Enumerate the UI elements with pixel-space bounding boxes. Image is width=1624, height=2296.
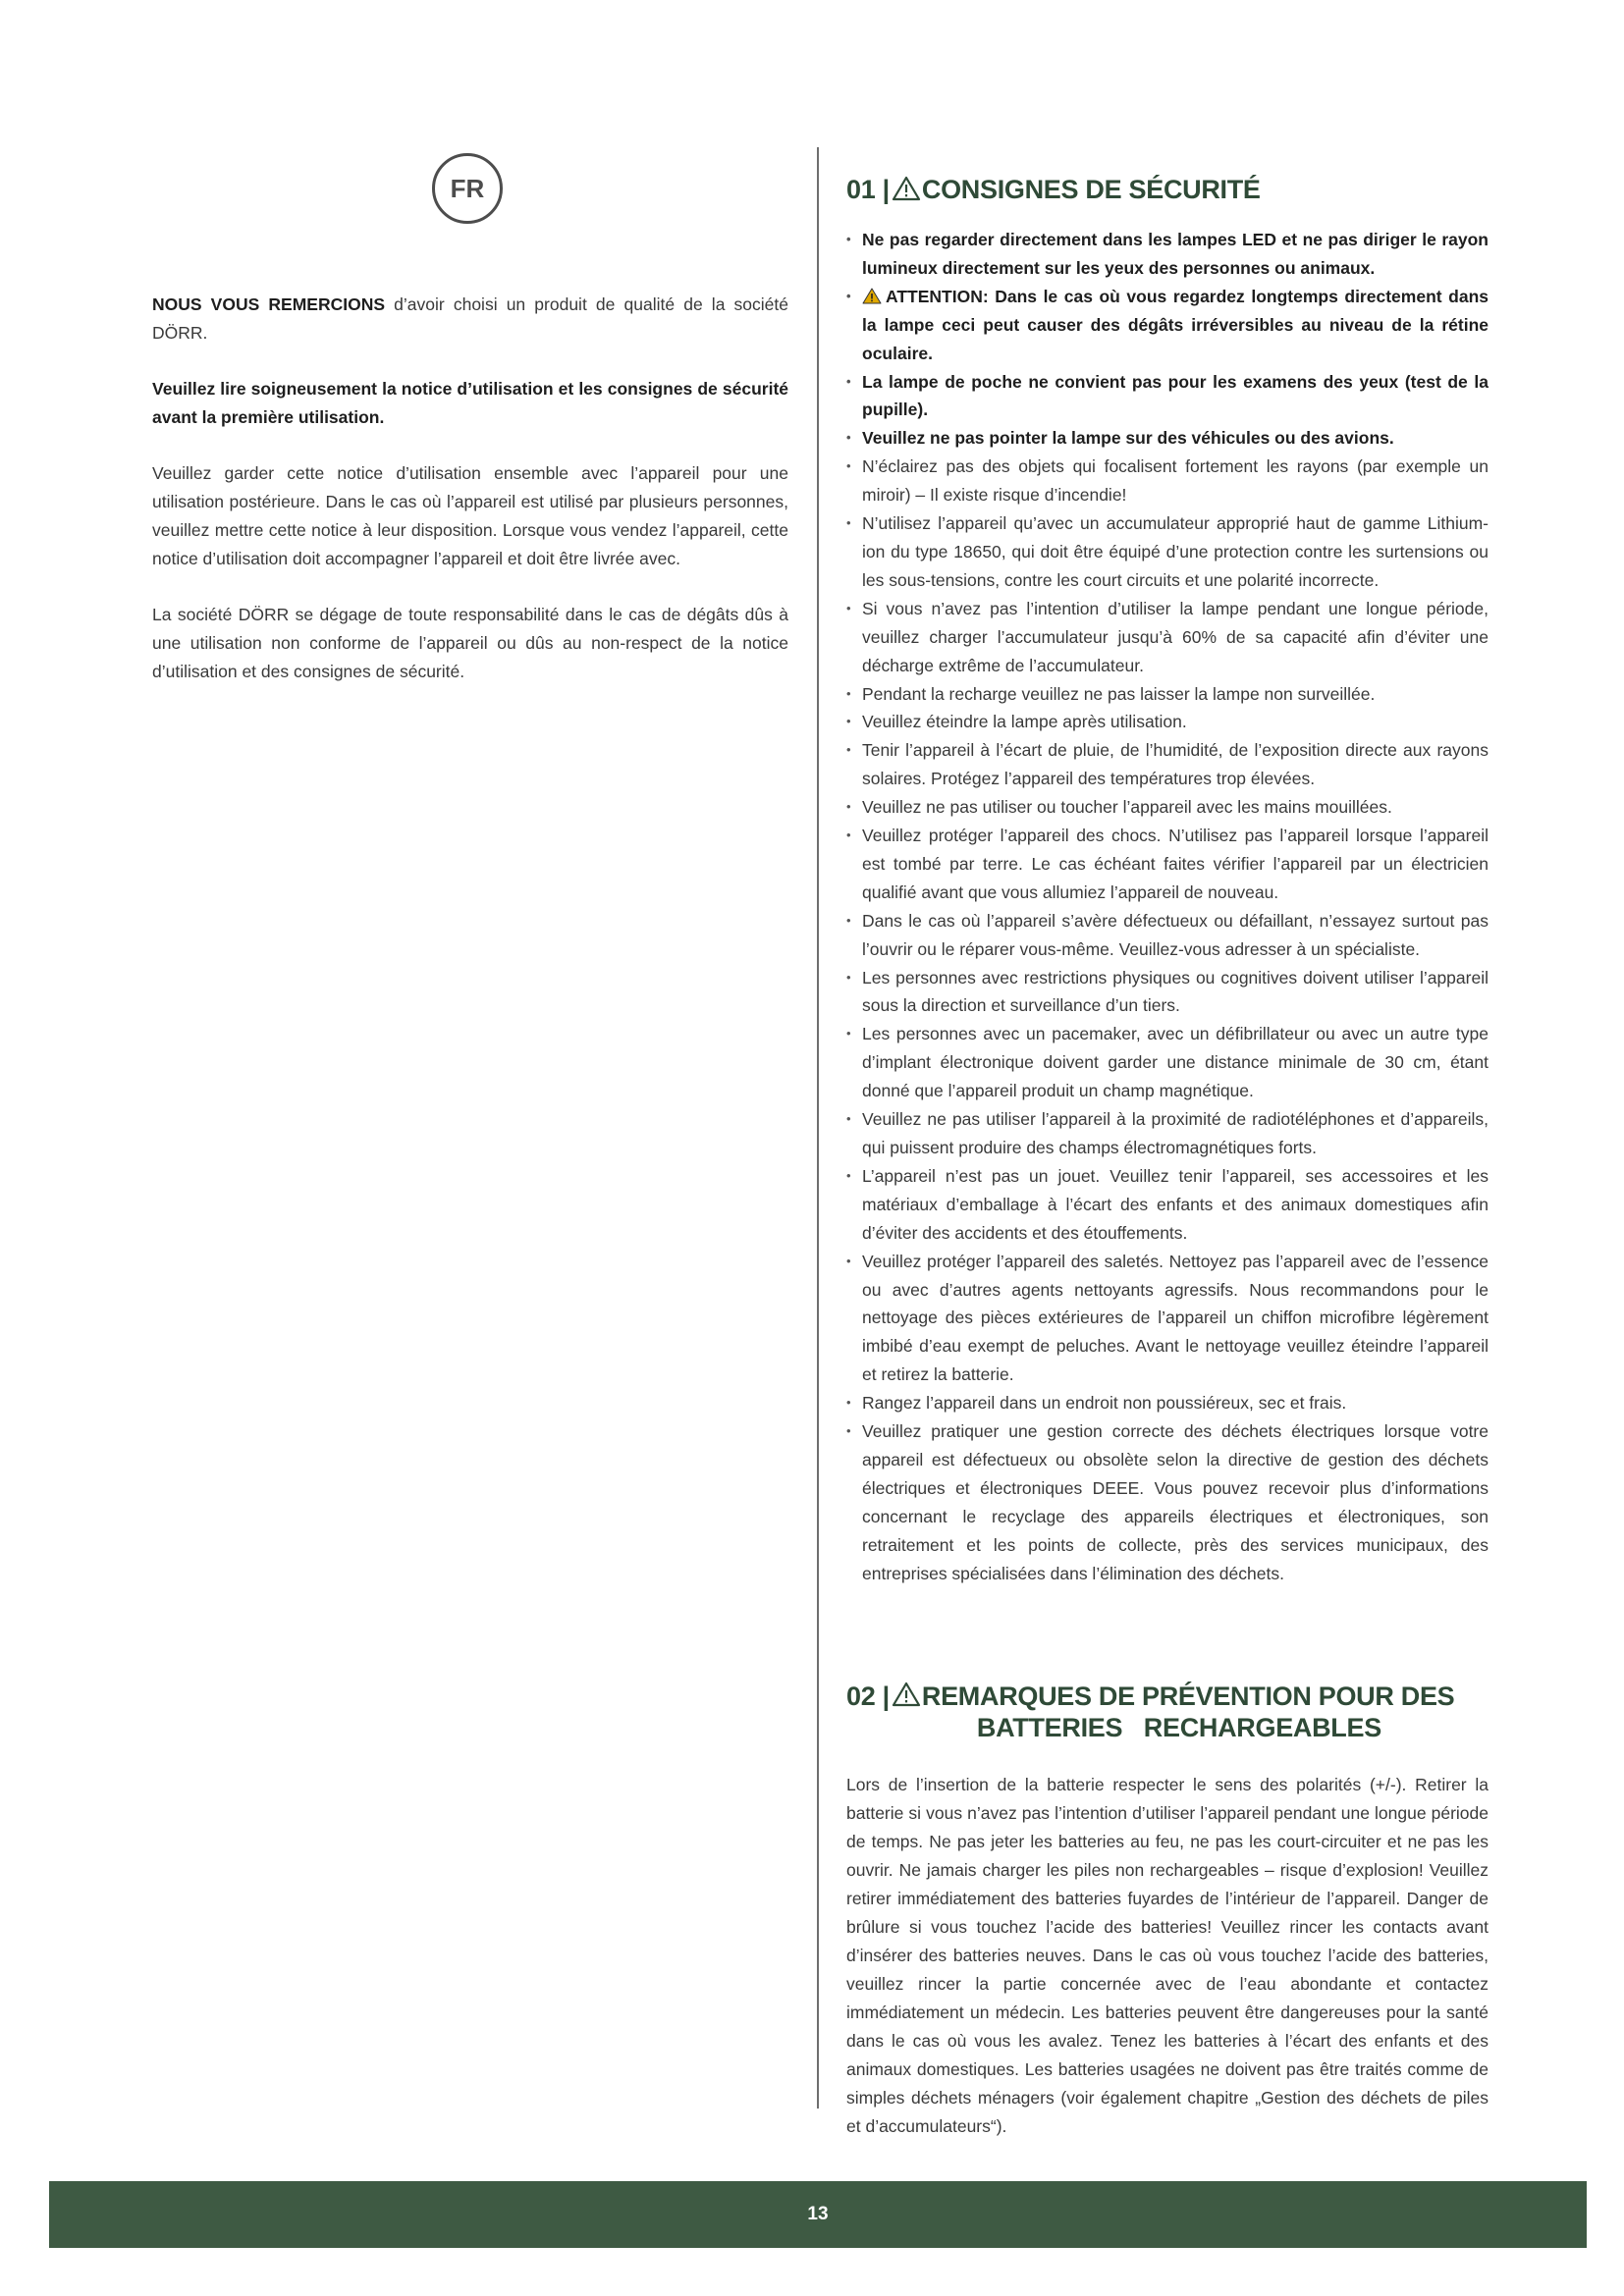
warning-triangle-outline-icon bbox=[892, 1681, 921, 1708]
safety-rule-item bbox=[846, 509, 1489, 595]
intro-thanks-rest: d’avoir choisi un produit de qualité de la société DÖRR. bbox=[152, 294, 789, 343]
safety-rule-item bbox=[846, 283, 1489, 368]
safety-rule-text: Les personnes avec un pacemaker, avec un défibrillateur ou avec un autre type d’implant électronique doivent garder une distance minimale de 30 cm, étant donné que l’appareil produit un champ magnétique. bbox=[862, 1024, 1489, 1101]
intro-liability: La société DÖRR se dégage de toute responsabilité dans le cas de dégâts dûs à une utilisation non conforme de l’appareil ou dûs au non-respect de la notice d’utilisation et des consignes de sécurité. bbox=[152, 605, 788, 681]
safety-rule-item bbox=[846, 1105, 1489, 1162]
intro-column bbox=[152, 291, 788, 714]
safety-rule-item bbox=[846, 964, 1489, 1021]
safety-rule-item bbox=[846, 1020, 1489, 1105]
intro-thanks bbox=[152, 291, 788, 347]
safety-rule-text: Ne pas regarder directement dans les lampes LED et ne pas diriger le rayon lumineux directement sur les yeux des personnes ou animaux. bbox=[862, 230, 1489, 278]
safety-rules-list bbox=[846, 226, 1489, 1588]
safety-rule-item bbox=[846, 1248, 1489, 1390]
safety-rule-text: N’éclairez pas des objets qui focalisent fortement les rayons (par exemple un miroir) – Il existe risque d’incendie! bbox=[862, 456, 1489, 506]
safety-rule-text: Veuillez éteindre la lampe après utilisation. bbox=[862, 712, 1187, 732]
safety-rule-text: Rangez l’appareil dans un endroit non poussiéreux, sec et frais. bbox=[862, 1393, 1347, 1414]
section-2-title bbox=[922, 1681, 1454, 1743]
section-2-title-line-1: REMARQUES DE PRÉVENTION POUR DES bbox=[921, 1682, 1455, 1711]
safety-rule-item bbox=[846, 368, 1489, 425]
safety-rule-text: La lampe de poche ne convient pas pour les examens des yeux (test de la pupille). bbox=[862, 371, 1489, 420]
safety-rule-text: Les personnes avec restrictions physiques ou cognitives doivent utiliser l’appareil sous la direction et surveillance d’un tiers. bbox=[862, 967, 1489, 1016]
safety-rule-item bbox=[846, 736, 1489, 793]
safety-rule-item bbox=[846, 822, 1489, 907]
safety-rule-item bbox=[846, 680, 1489, 709]
safety-rule-item bbox=[846, 1417, 1489, 1587]
safety-rule-text: L’appareil n’est pas un jouet. Veuillez tenir l’appareil, ses accessoires et les matériaux d’emballage à l’écart des enfants et des animaux domestiques afin d’éviter des accidents et des étouffements. bbox=[862, 1165, 1489, 1243]
safety-rule-text: Si vous n’avez pas l’intention d’utiliser la lampe pendant une longue période, veuillez charger l’accumulateur jusqu’à 60% de sa capacité afin d’éviter une décharge extrême de l’accumulateur. bbox=[862, 598, 1489, 675]
safety-section bbox=[846, 175, 1489, 1588]
safety-rule-item bbox=[846, 595, 1489, 680]
battery-section bbox=[846, 1681, 1489, 2141]
section-1-number: 01 | bbox=[846, 175, 890, 204]
section-2-number: 02 | bbox=[846, 1682, 890, 1711]
safety-rule-text: Veuillez ne pas pointer la lampe sur des véhicules ou des avions. bbox=[862, 428, 1394, 449]
section-1-heading bbox=[846, 175, 1489, 204]
safety-rule-text: Veuillez ne pas utiliser ou toucher l’appareil avec les mains mouillées. bbox=[862, 797, 1392, 818]
safety-rule-item bbox=[846, 793, 1489, 822]
footer-bar bbox=[49, 2181, 1587, 2248]
safety-rule-text: N’utilisez l’appareil qu’avec un accumulateur approprié haut de gamme Lithium-ion du type 18650, qui doit être équipé d’une protection contre les surtensions ou les sous-tensions, contre les court circuits et une polarité incorrecte. bbox=[862, 513, 1489, 590]
column-divider bbox=[817, 147, 819, 2109]
safety-rule-text: Veuillez ne pas utiliser l’appareil à la proximité de radiotéléphones et d’appareils, qui puissent produire des champs électromagnétiques forts. bbox=[862, 1109, 1489, 1157]
safety-rule-item bbox=[846, 424, 1489, 453]
intro-read-notice: Veuillez lire soigneusement la notice d’utilisation et les consignes de sécurité avant la première utilisation. bbox=[152, 379, 788, 427]
section-1-title: CONSIGNES DE SÉCURITÉ bbox=[921, 175, 1261, 204]
safety-rule-item bbox=[846, 1162, 1489, 1248]
intro-keep-notice: Veuillez garder cette notice d’utilisation ensemble avec l’appareil pour une utilisation postérieure. Dans le cas où l’appareil est utilisé par plusieurs personnes, veuillez mettre cette notice à leur disposition. Lorsque vous vendez l’appareil, cette notice d’utilisation doit accompagner l’appareil et doit être livrée avec. bbox=[152, 463, 788, 568]
safety-rule-text: ATTENTION: Dans le cas où vous regardez longtemps directement dans la lampe ceci peut causer des dégâts irréversibles au niveau de la rétine oculaire. bbox=[862, 286, 1489, 363]
safety-rule-text: Veuillez protéger l’appareil des chocs. N’utilisez pas l’appareil lorsque l’appareil est tombé par terre. Le cas échéant faites vérifier l’appareil par un électricien qualifié avant que vous allumiez l’appareil de nouveau. bbox=[862, 826, 1489, 902]
safety-rule-text: Veuillez pratiquer une gestion correcte des déchets électriques lorsque votre appareil est défectueux ou obsolète selon la directive de gestion des déchets électriques et électroniques DEEE. Vous pouvez recevoir plus d’informations concernant le recyclage des appareils électriques et électroniques, son retraitement et les points de collecte, près des services municipaux, des entreprises spécialisées dans l’élimination des déchets. bbox=[862, 1421, 1489, 1583]
safety-rule-text: Veuillez protéger l’appareil des saletés. Nettoyez pas l’appareil avec de l’essence ou avec d’autres agents nettoyants agressifs. Nous recommandons pour le nettoyage des pièces extérieures de l’appareil un chiffon microfibre légèrement imbibé d’eau exempt de peluches. Avant le nettoyage veuillez éteindre l’appareil et retirez la batterie. bbox=[862, 1251, 1489, 1385]
section-2-heading bbox=[846, 1681, 1489, 1743]
warning-triangle-outline-icon bbox=[892, 175, 921, 202]
safety-rule-text: Pendant la recharge veuillez ne pas laisser la lampe non surveillée. bbox=[862, 683, 1376, 704]
safety-rule-item bbox=[846, 453, 1489, 509]
warning-triangle-filled-icon bbox=[862, 288, 882, 304]
safety-rule-item bbox=[846, 708, 1489, 736]
page-number: 13 bbox=[807, 2204, 829, 2224]
safety-rule-item bbox=[846, 1389, 1489, 1417]
safety-rule-text: Dans le cas où l’appareil s’avère défectueux ou défaillant, n’essayez surtout pas l’ouvrir ou le réparer vous-même. Veuillez-vous adresser à un spécialiste. bbox=[862, 910, 1489, 959]
safety-rule-item bbox=[846, 226, 1489, 283]
language-badge: FR bbox=[432, 153, 503, 224]
section-2-title-line-2: BATTERIES RECHARGEABLES bbox=[976, 1713, 1381, 1742]
safety-rule-item bbox=[846, 907, 1489, 964]
safety-rule-text: Tenir l’appareil à l’écart de pluie, de l’humidité, de l’exposition directe aux rayons solaires. Protégez l’appareil des températures trop élevées. bbox=[862, 740, 1489, 789]
battery-body: Lors de l’insertion de la batterie respecter le sens des polarités (+/-). Retirer la batterie si vous n’avez pas l’intention d’utiliser l’appareil pendant une longue période de temps. Ne pas jeter les batteries au feu, ne pas les court-circuiter et ne pas les ouvrir. Ne jamais charger les piles non rechargeables – risque d’explosion! Veuillez retirer immédiatement des batteries fuyardes de l’intérieur de l’appareil. Danger de brûlure si vous touchez l’acide des batteries! Veuillez rincer les contacts avant d’insérer des batteries neuves. Dans le cas où vous touchez l’acide des batteries, veuillez rincer la partie concernée avec de l’eau abondante et contactez immédiatement un médecin. Les batteries peuvent être dangereuses pour la santé dans le cas où vous les avalez. Tenez les batteries à l’écart des enfants et des animaux domestiques. Les batteries usagées ne doivent pas être traités comme de simples déchets ménagers (voir également chapitre „Gestion des déchets de piles et d’accumulateurs“). bbox=[846, 1775, 1489, 2136]
intro-thanks-bold: NOUS VOUS REMERCIONS bbox=[152, 294, 386, 314]
